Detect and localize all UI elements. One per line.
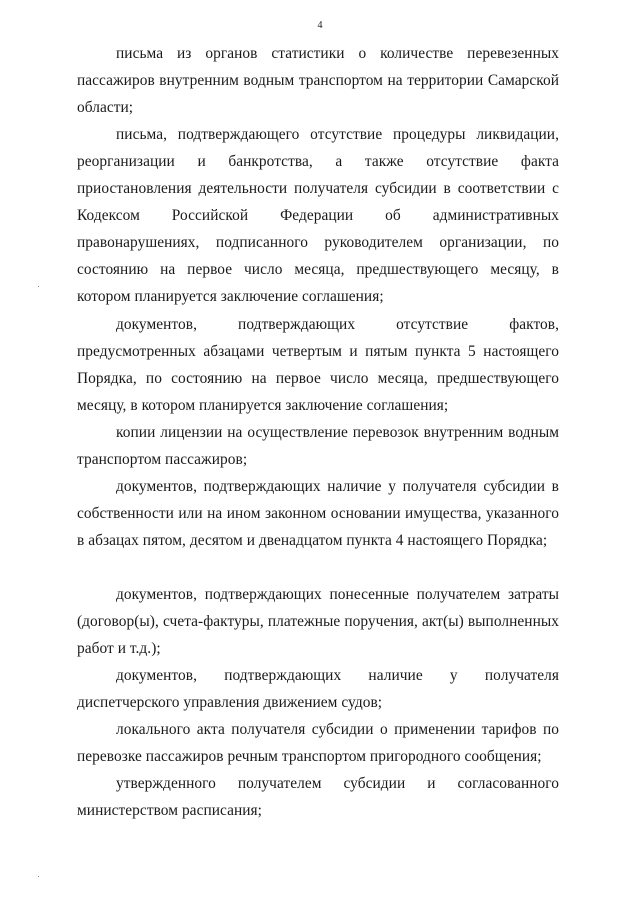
paragraph-liquidation-letter: письма, подтверждающего отсутствие процедуры ликвидации, реорганизации и банкротства, а также отсутствие факта приостановления деятельности получателя субсидии в соответствии с Кодексом Российской Федерации об административных правонарушениях, подписанного руководителем организации, по состоянию на первое число месяца, предшествующего месяцу, в котором планируется заключение соглашения; [77,126,559,305]
paragraph-property-documents: документов, подтверждающих наличие у получателя субсидии в собственности или на ином законном основании имущества, указанного в абзацах пятом, десятом и двенадцатом пункта 4 настоящего Порядка; [77,478,559,549]
paragraph-tariff-act: локального акта получателя субсидии о применении тарифов по перевозке пассажиров речным транспортом пригородного сообщения; [77,721,559,765]
paragraph-statistics-letter: письма из органов статистики о количестве перевезенных пассажиров внутренним водным транспортом на территории Самарской области; [77,45,559,116]
paragraph-dispatch-control: документов, подтверждающих наличие у получателя диспетчерского управления движением судов; [77,667,559,711]
paragraph-expense-documents: документов, подтверждающих понесенные получателем затраты (договор(ы), счета-фактуры, платежные поручения, акт(ы) выполненных работ и т.д.); [77,586,559,657]
page-number: 4 [317,20,323,31]
paragraph-schedule: утвержденного получателем субсидии и согласованного министерством расписания; [77,775,559,819]
scan-speck [38,286,39,287]
paragraph-absence-facts: документов, подтверждающих отсутствие фактов, предусмотренных абзацами четвертым и пятым пункта 5 настоящего Порядка, по состоянию на первое число месяца, предшествующего месяцу, в котором планируется заключение соглашения; [77,316,559,414]
scan-speck [38,876,39,877]
paragraph-license-copy: копии лицензии на осуществление перевозок внутренним водным транспортом пассажиров; [77,424,559,468]
